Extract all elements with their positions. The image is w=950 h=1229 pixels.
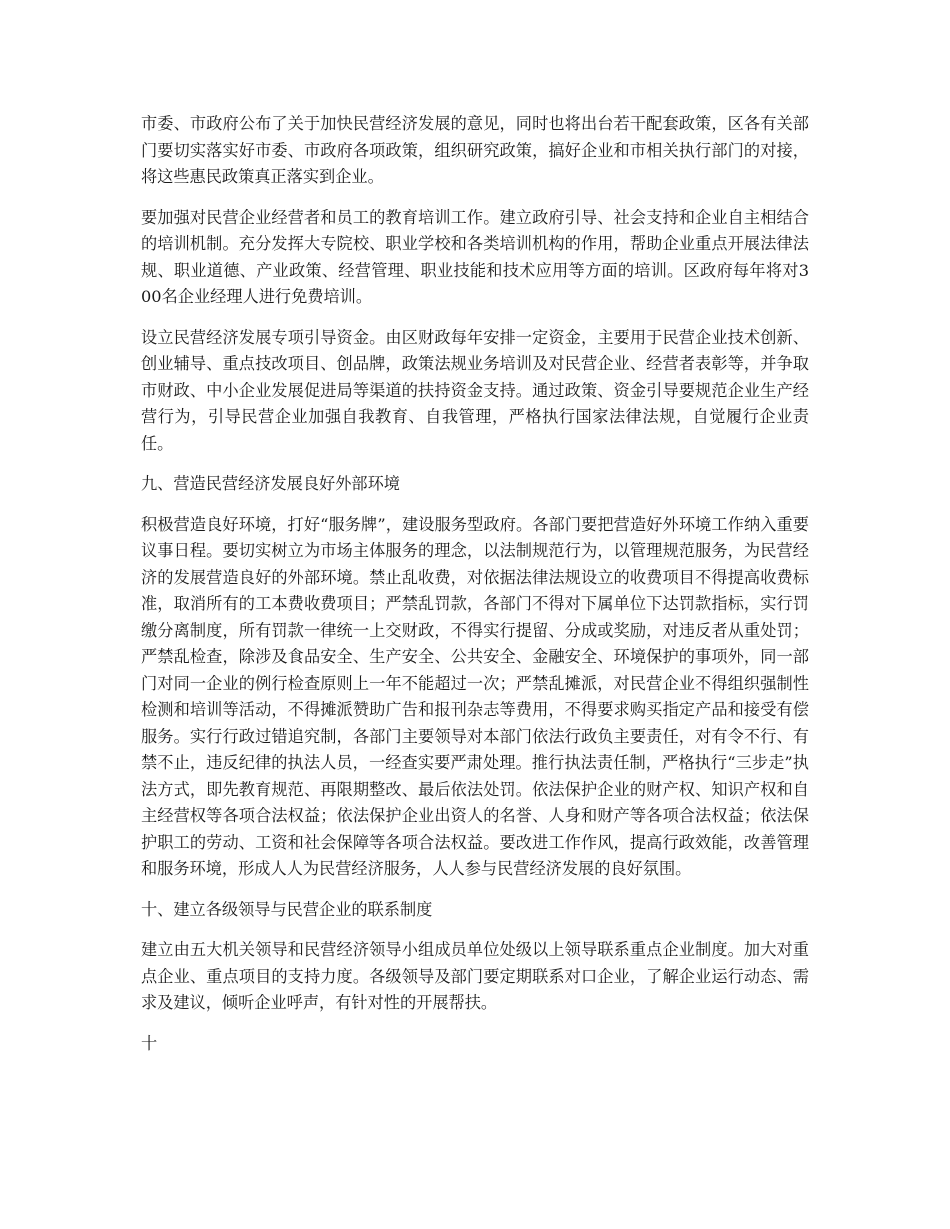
section-heading-9: 九、营造民营经济发展良好外部环境 — [141, 474, 400, 493]
section-heading-11-fragment: 十 — [141, 1033, 158, 1053]
paragraph-policy-implementation: 市委、市政府公布了关于加快民营经济发展的意见，同时也将出台若干配套政策，区各有关部门要切实落实好市委、市政府各项政策，组织研究政策，搞好企业和市相关执行部门的对接，将这些惠民政策真正落实到企业。 — [141, 114, 809, 186]
document-body — [141, 111, 809, 1071]
section-heading-10: 十、建立各级领导与民营企业的联系制度 — [141, 899, 433, 919]
paragraph-environment: 积极营造良好环境，打好“服务牌”，建设服务型政府。各部门要把营造好外环境工作纳入重要议事日程。要切实树立为市场主体服务的理念，以法制规范行为，以管理规范服务，为民营经济的发展营造良好的外部环境。禁止乱收费，对依据法律法规设立的收费项目不得提高收费标准，取消所有的工本费收费项目；严禁乱罚款，各部门不得对下属单位下达罚款指标，实行罚缴分离制度，所有罚款一律统一上交财政，不得实行提留、分成或奖励，对违反者从重处罚；严禁乱检查，除涉及食品安全、生产安全、公共安全、金融安全、环境保护的事项外，同一部门对同一企业的例行检查原则上一年不能超过一次；严禁乱摊派，对民营企业不得组织强制性检测和培训等活动，不得摊派赞助广告和报刊杂志等费用，不得要求购买指定产品和接受有偿服务。实行行政过错追究制，各部门主要领导对本部门依法行政负主要责任，对有令不行、有禁不止，违反纪律的执法人员，一经查实要严肃处理。推行执法责任制，严格执行“三步走”执法方式，即先教育规范、再限期整改、最后依法处罚。依法保护企业的财产权、知识产权和自主经营权等各项合法权益；依法保护企业出资人的名誉、人身和财产等各项合法权益；依法保护职工的劳动、工资和社会保障等各项合法权益。要改进工作作风，提高行政效能，改善管理和服务环境，形成人人为民营经济服务，人人参与民营经济发展的良好氛围。 — [141, 514, 809, 878]
paragraph-training: 要加强对民营企业经营者和员工的教育培训工作。建立政府引导、社会支持和企业自主相结合的培训机制。充分发挥大专院校、职业学校和各类培训机构的作用，帮助企业重点开展法律法规、职业道德、产业政策、经营管理、职业技能和技术应用等方面的培训。区政府每年将对300名企业经理人进行免费培训。 — [141, 207, 809, 306]
paragraph-liaison-system: 建立由五大机关领导和民营经济领导小组成员单位处级以上领导联系重点企业制度。加大对重点企业、重点项目的支持力度。各级领导及部门要定期联系对口企业，了解企业运行动态、需求及建议，倾听企业呼声，有针对性的开展帮扶。 — [141, 940, 809, 1012]
paragraph-guidance-fund: 设立民营经济发展专项引导资金。由区财政每年安排一定资金，主要用于民营企业技术创新、创业辅导、重点技改项目、创品牌，政策法规业务培训及对民营企业、经营者表彰等，并争取市财政、中小企业发展促进局等渠道的扶持资金支持。通过政策、资金引导要规范企业生产经营行为，引导民营企业加强自我教育、自我管理，严格执行国家法律法规，自觉履行企业责任。 — [141, 327, 809, 453]
